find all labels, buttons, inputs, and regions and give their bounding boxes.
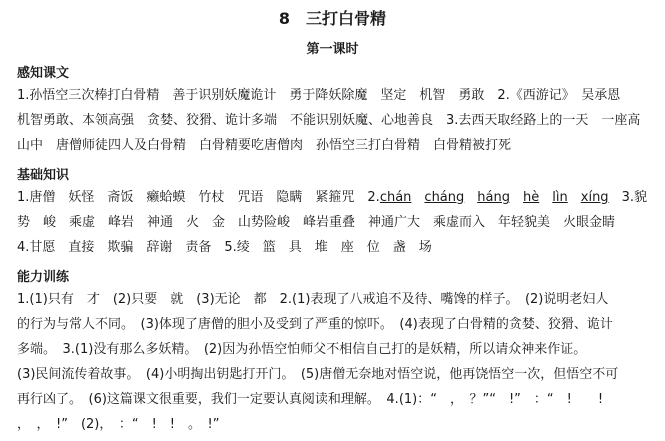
pinyin-answer: cháng — [424, 190, 465, 205]
text-line-9: 多端。 3.(1)没有那么多妖精。 (2)因为孙悟空怕师父不相信自己打的是妖精，所以请众神来作证。 — [17, 342, 587, 357]
pinyin-answer: háng — [477, 190, 510, 205]
text-line-5: 势 峻 乘虚 峰岩 神通 火 金 山势险峻 峰岩重叠 神通广大 乘虚而入 年轻貌美 火眼金睛 — [17, 215, 616, 230]
text-line-11: 再行凶了。 (6)这篇课文很重要，我们一定要认真阅读和理解。 4.(1)：“ ， ？”“ !” ：“ ! ! — [17, 392, 604, 407]
text-line-12: ， ， !” (2)， ：“ ! ! 。 !” — [17, 417, 220, 432]
pinyin-answer: lìn — [552, 190, 568, 205]
text-line-4-end: 3.貌 — [621, 190, 647, 205]
text-line-8: 的行为与常人不同。 (3)体现了唐僧的胆小及受到了严重的惊吓。 (4)表现了白骨精的贪婪、狡猾、诡计 — [17, 317, 613, 332]
pinyin-answer: hè — [523, 190, 540, 205]
text-line-7: 1.(1)只有 才 (2)只要 就 (3)无论 都 2.(1)表现了八戒追不及待、嘴馋的样子。 (2)说明老妇人 — [17, 292, 609, 307]
text-line-1: 1.孙悟空三次棒打白骨精 善于识别妖魔诡计 勇于降妖除魔 坚定 机智 勇敢 2.《西游记》 吴承恩 — [17, 88, 621, 103]
text-line-6: 4.甘愿 直接 欺骗 辞谢 责备 5.绫 篮 具 堆 座 位 盏 场 — [17, 240, 432, 255]
pinyin-answer: xíng — [580, 190, 609, 205]
section-heading-comprehension: 感知课文 — [17, 66, 70, 81]
pinyin-answer: chán — [379, 190, 412, 205]
lesson-subtitle: 第一课时 — [306, 42, 359, 57]
text-line-10: (3)民间流传着故事。 (4)小明掏出钥匙打开门。 (5)唐僧无奈地对悟空说，他再饶悟空一次，但悟空不可 — [17, 367, 619, 382]
text-line-2: 机智勇敢、本领高强 贪婪、狡猾、诡计多端 不能识别妖魔、心地善良 3.去西天取经路上的一天 一座高 — [17, 113, 641, 128]
section-heading-basics: 基础知识 — [17, 168, 70, 183]
text-line-4 — [17, 189, 657, 207]
text-line-3: 山中 唐僧师徒四人及白骨精 白骨精要吃唐僧肉 孙悟空三打白骨精 白骨精被打死 — [17, 138, 512, 153]
section-heading-practice: 能力训练 — [17, 270, 70, 285]
text-line-4-start: 1.唐僧 妖怪 斋饭 癞蛤蟆 竹杖 咒语 隐瞒 紧箍咒 2. — [17, 190, 380, 205]
lesson-title: 8 三打白骨精 — [278, 9, 387, 28]
